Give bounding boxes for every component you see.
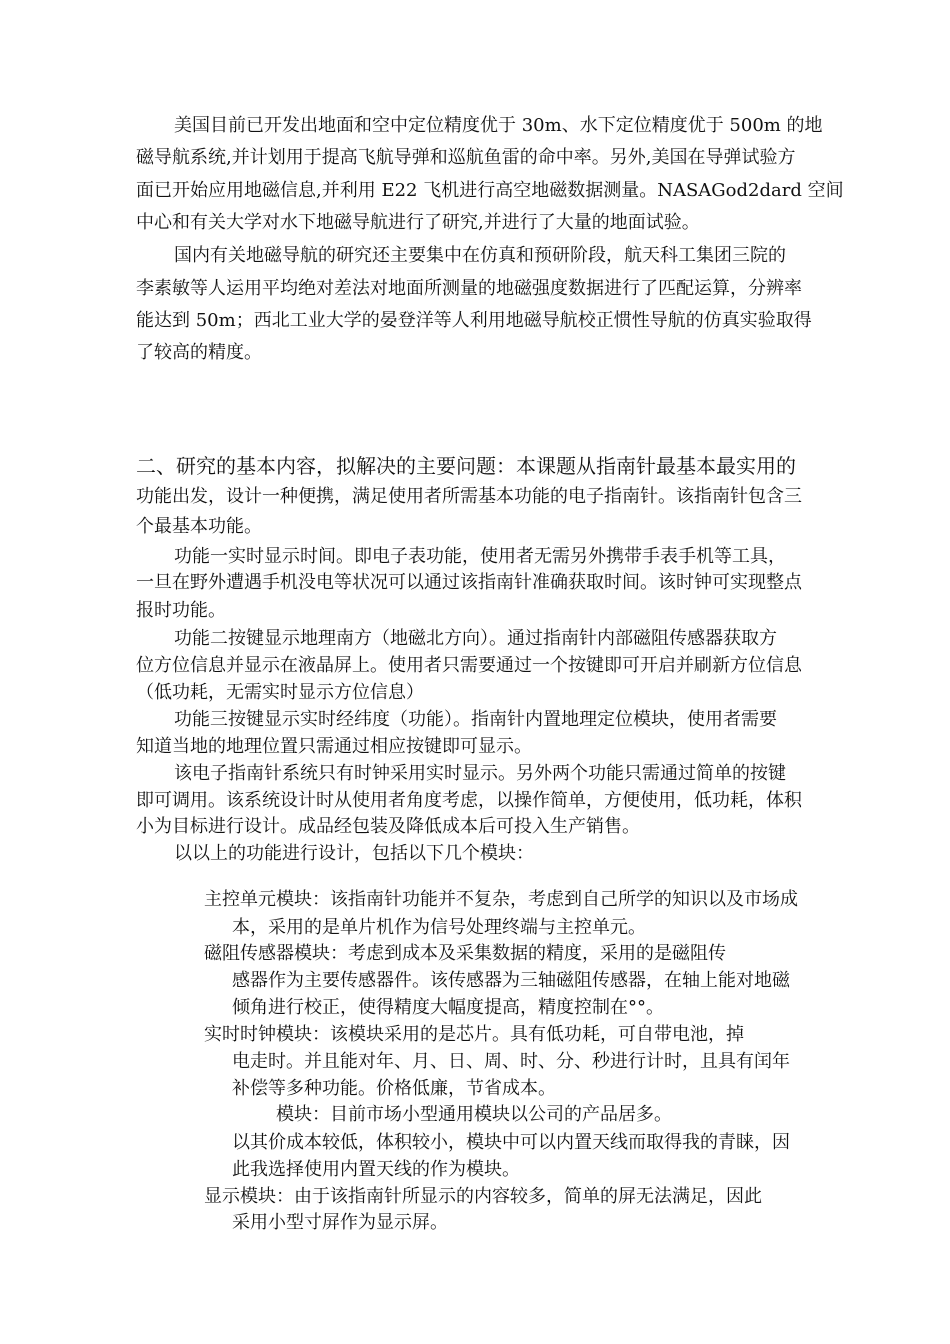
text-line: 李素敏等人运用平均绝对差法对地面所测量的地磁强度数据进行了匹配运算，分辨率 (136, 278, 802, 299)
text-line: 面已开始应用地磁信息,并利用 E22 飞机进行高空地磁数据测量。NASAGod2dard 空间 (136, 180, 844, 201)
text-line: 个最基本功能。 (136, 516, 262, 537)
text-line: 模块：目前市场小型通用模块以公司的产品居多。 (276, 1104, 672, 1125)
section-intro: 本课题从指南针最基本最实用的 (516, 454, 796, 478)
text-line: 报时功能。 (136, 600, 226, 621)
text-line: 以以上的功能进行设计，包括以下几个模块： (174, 843, 534, 864)
text-line: 该电子指南针系统只有时钟采用实时显示。另外两个功能只需通过简单的按键 (174, 763, 786, 784)
text-line: 感器作为主要传感器件。该传感器为三轴磁阻传感器，在轴上能对地磁 (232, 970, 790, 991)
text-line: 电走时。并且能对年、月、日、周、时、分、秒进行计时，且具有闰年 (232, 1051, 790, 1072)
text-line: 知道当地的地理位置只需通过相应按键即可显示。 (136, 736, 532, 757)
text-line: 采用小型寸屏作为显示屏。 (232, 1212, 448, 1233)
text-line: 能达到 50m；西北工业大学的晏登洋等人利用地磁导航校正惯性导航的仿真实验取得 (136, 310, 812, 331)
section-heading: 二、研究的基本内容，拟解决的主要问题： (136, 454, 516, 478)
text-line: 了较高的精度。 (136, 342, 262, 363)
text-line: 中心和有关大学对水下地磁导航进行了研究,并进行了大量的地面试验。 (136, 212, 700, 233)
text-line: 倾角进行校正，使得精度大幅度提高，精度控制在°°。 (232, 997, 664, 1018)
text-line: 显示模块：由于该指南针所显示的内容较多，简单的屏无法满足，因此 (204, 1186, 762, 1207)
text-line: 一旦在野外遭遇手机没电等状况可以通过该指南针准确获取时间。该时钟可实现整点 (136, 572, 802, 593)
text-line: 本，采用的是单片机作为信号处理终端与主控单元。 (232, 917, 646, 938)
text-line: 主控单元模块：该指南针功能并不复杂，考虑到自己所学的知识以及市场成 (204, 889, 798, 910)
text-line: 美国目前已开发出地面和空中定位精度优于 30m、水下定位精度优于 500m 的地 (174, 115, 823, 136)
text-line: 以其价成本较低，体积较小，模块中可以内置天线而取得我的青睐，因 (232, 1132, 790, 1153)
text-line: 国内有关地磁导航的研究还主要集中在仿真和预研阶段，航天科工集团三院的 (174, 245, 786, 266)
text-line: 补偿等多种功能。价格低廉，节省成本。 (232, 1078, 556, 1099)
text-line: 小为目标进行设计。成品经包装及降低成本后可投入生产销售。 (136, 816, 640, 837)
text-line: 磁阻传感器模块：考虑到成本及采集数据的精度，采用的是磁阻传 (204, 943, 726, 964)
text-line: 即可调用。该系统设计时从使用者角度考虑，以操作简单，方便使用，低功耗，体积 (136, 790, 802, 811)
text-line: 位方位信息并显示在液晶屏上。使用者只需要通过一个按键即可开启并刷新方位信息 (136, 655, 802, 676)
text-line: 实时时钟模块：该模块采用的是芯片。具有低功耗，可自带电池，掉 (204, 1024, 744, 1045)
text-line: 此我选择使用内置天线的作为模块。 (232, 1159, 520, 1180)
text-line: 功能二按键显示地理南方（地磁北方向）。通过指南针内部磁阻传感器获取方 (174, 628, 777, 649)
section-line (136, 454, 796, 478)
text-line: 功能三按键显示实时经纬度（功能）。指南针内置地理定位模块，使用者需要 (174, 709, 777, 730)
text-line: 磁导航系统,并计划用于提高飞航导弹和巡航鱼雷的命中率。另外,美国在导弹试验方 (136, 147, 796, 168)
text-line: 功能一实时显示时间。即电子表功能，使用者无需另外携带手表手机等工具， (174, 546, 786, 567)
text-line: 功能出发，设计一种便携，满足使用者所需基本功能的电子指南针。该指南针包含三 (136, 486, 802, 507)
text-line: （低功耗，无需实时显示方位信息） (136, 682, 424, 703)
